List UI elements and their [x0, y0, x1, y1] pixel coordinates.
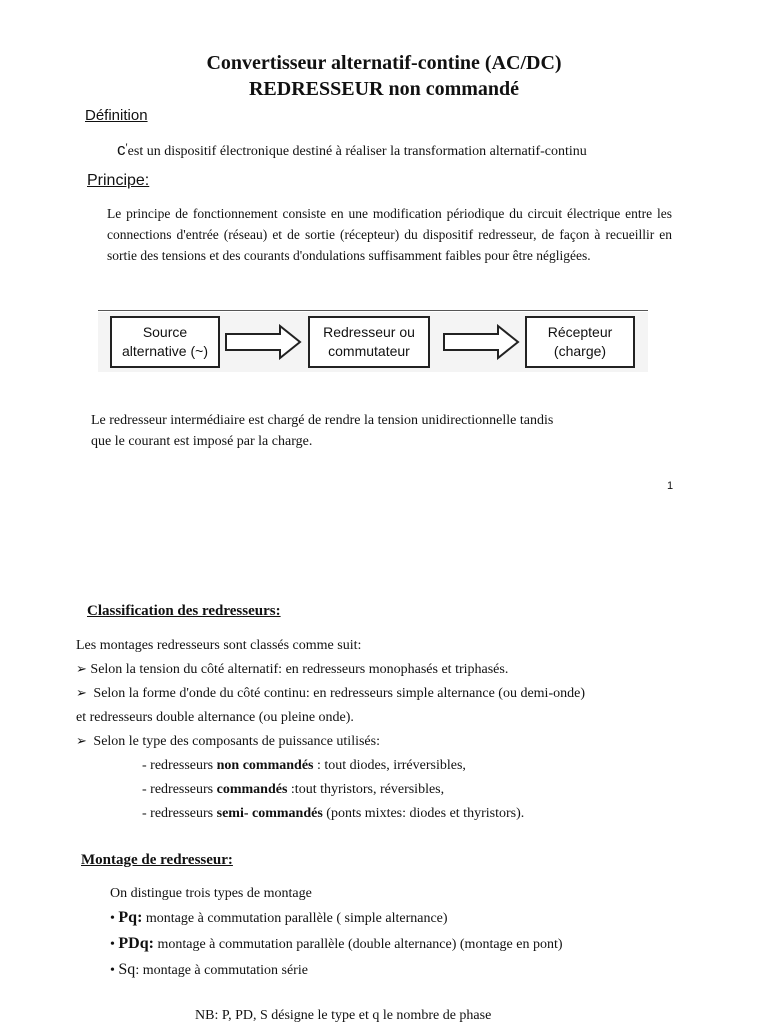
- arrow-right-icon: [224, 324, 304, 360]
- type-description: montage à commutation parallèle (double alternance) (montage en pont): [153, 937, 563, 952]
- montage-intro: On distingue trois types de montage: [110, 886, 312, 901]
- page-number: 1: [667, 480, 674, 492]
- sub-item-prefix: - redresseurs: [142, 758, 217, 773]
- type-description: montage à commutation parallèle ( simple alternance): [142, 911, 448, 926]
- bullet-waveform-text: Selon la forme d'onde du côté continu: en redresseurs simple alternance (ou demi-onde): [93, 686, 585, 701]
- page-subtitle: REDRESSEUR non commandé: [248, 78, 520, 100]
- diagram-top-rule: [98, 310, 648, 311]
- source-box: [110, 316, 220, 368]
- sub-item-suffix: (ponts mixtes: diodes et thyristors).: [322, 806, 525, 821]
- bullet-voltage: [76, 658, 508, 682]
- nb-note: NB: P, PD, S désigne le type et q le nombre de phase: [195, 1008, 492, 1023]
- note-line-1: Le redresseur intermédiaire est chargé de rendre la tension unidirectionnelle tandis: [91, 413, 554, 428]
- redresseur-label-line2: commutateur: [328, 343, 410, 359]
- recepteur-box: [525, 316, 635, 368]
- definition-initial: c: [117, 140, 126, 159]
- sub-item-suffix: :tout thyristors, réversibles,: [287, 782, 445, 797]
- classification-heading: Classification des redresseurs:: [87, 603, 281, 619]
- page-title: Convertisseur alternatif-contine (AC/DC): [206, 52, 562, 74]
- definition-body: est un dispositif électronique destiné à réaliser la transformation alternatif-continu: [127, 144, 587, 159]
- definition-heading: Définition: [85, 107, 148, 124]
- classification-intro: Les montages redresseurs sont classés comme suit:: [76, 638, 362, 653]
- source-label-line2: alternative (~): [122, 343, 208, 359]
- bullet-dot-icon: •: [110, 937, 115, 952]
- source-label-line1: Source: [142, 324, 188, 340]
- bullet-voltage-text: Selon la tension du côté alternatif: en redresseurs monophasés et triphasés.: [90, 662, 509, 677]
- type-label: PDq:: [118, 935, 154, 952]
- montage-heading: Montage de redresseur:: [81, 852, 233, 868]
- sub-item-prefix: - redresseurs: [142, 782, 217, 797]
- note-line-2: que le courant est imposé par la charge.: [91, 434, 313, 449]
- sub-item-non-commandes: [142, 754, 466, 778]
- bullet-components: [76, 730, 380, 754]
- arrowhead-bullet-icon: ➢: [76, 734, 87, 749]
- definition-apostrophe: ': [125, 140, 128, 154]
- type-label: Sq: [118, 961, 136, 978]
- sub-item-bold: commandés: [216, 782, 288, 797]
- principe-heading: Principe:: [87, 172, 150, 189]
- type-description: : montage à commutation série: [135, 963, 308, 978]
- bullet-dot-icon: •: [110, 963, 115, 978]
- bullet-components-text: Selon le type des composants de puissance utilisés:: [93, 734, 380, 749]
- montage-type-pq: [110, 906, 448, 931]
- sub-item-suffix: : tout diodes, irréversibles,: [313, 758, 466, 773]
- sub-item-commandes: [142, 778, 444, 802]
- sub-item-prefix: - redresseurs: [142, 806, 217, 821]
- type-label: Pq:: [118, 909, 143, 926]
- bullet-waveform-continued: et redresseurs double alternance (ou pleine onde).: [76, 710, 354, 725]
- recepteur-label-line2: (charge): [553, 343, 607, 359]
- redresseur-label-line1: Redresseur ou: [323, 324, 415, 340]
- sub-item-bold: semi- commandés: [216, 806, 323, 821]
- arrowhead-bullet-icon: ➢: [76, 686, 87, 701]
- arrow-right-icon: [442, 324, 522, 360]
- arrowhead-bullet-icon: ➢: [76, 662, 87, 677]
- block-diagram: [98, 310, 648, 372]
- sub-item-semi-commandes: [142, 802, 524, 826]
- definition-text: [117, 140, 587, 160]
- sub-item-bold: non commandés: [216, 758, 314, 773]
- bullet-dot-icon: •: [110, 911, 115, 926]
- recepteur-label-line1: Récepteur: [547, 324, 613, 340]
- montage-type-sq: [110, 958, 308, 983]
- redresseur-box: [308, 316, 430, 368]
- bullet-waveform: [76, 682, 585, 706]
- montage-type-pdq: [110, 932, 563, 957]
- principe-paragraph: Le principe de fonctionnement consiste en une modification périodique du circuit électrique entre les connections d'entrée (réseau) et de sortie (récepteur) du dispositif redresseur, de façon à recueillir en sortie des tensions et des courants d'ondulations suffisamment faibles pour être négligées.: [107, 206, 672, 263]
